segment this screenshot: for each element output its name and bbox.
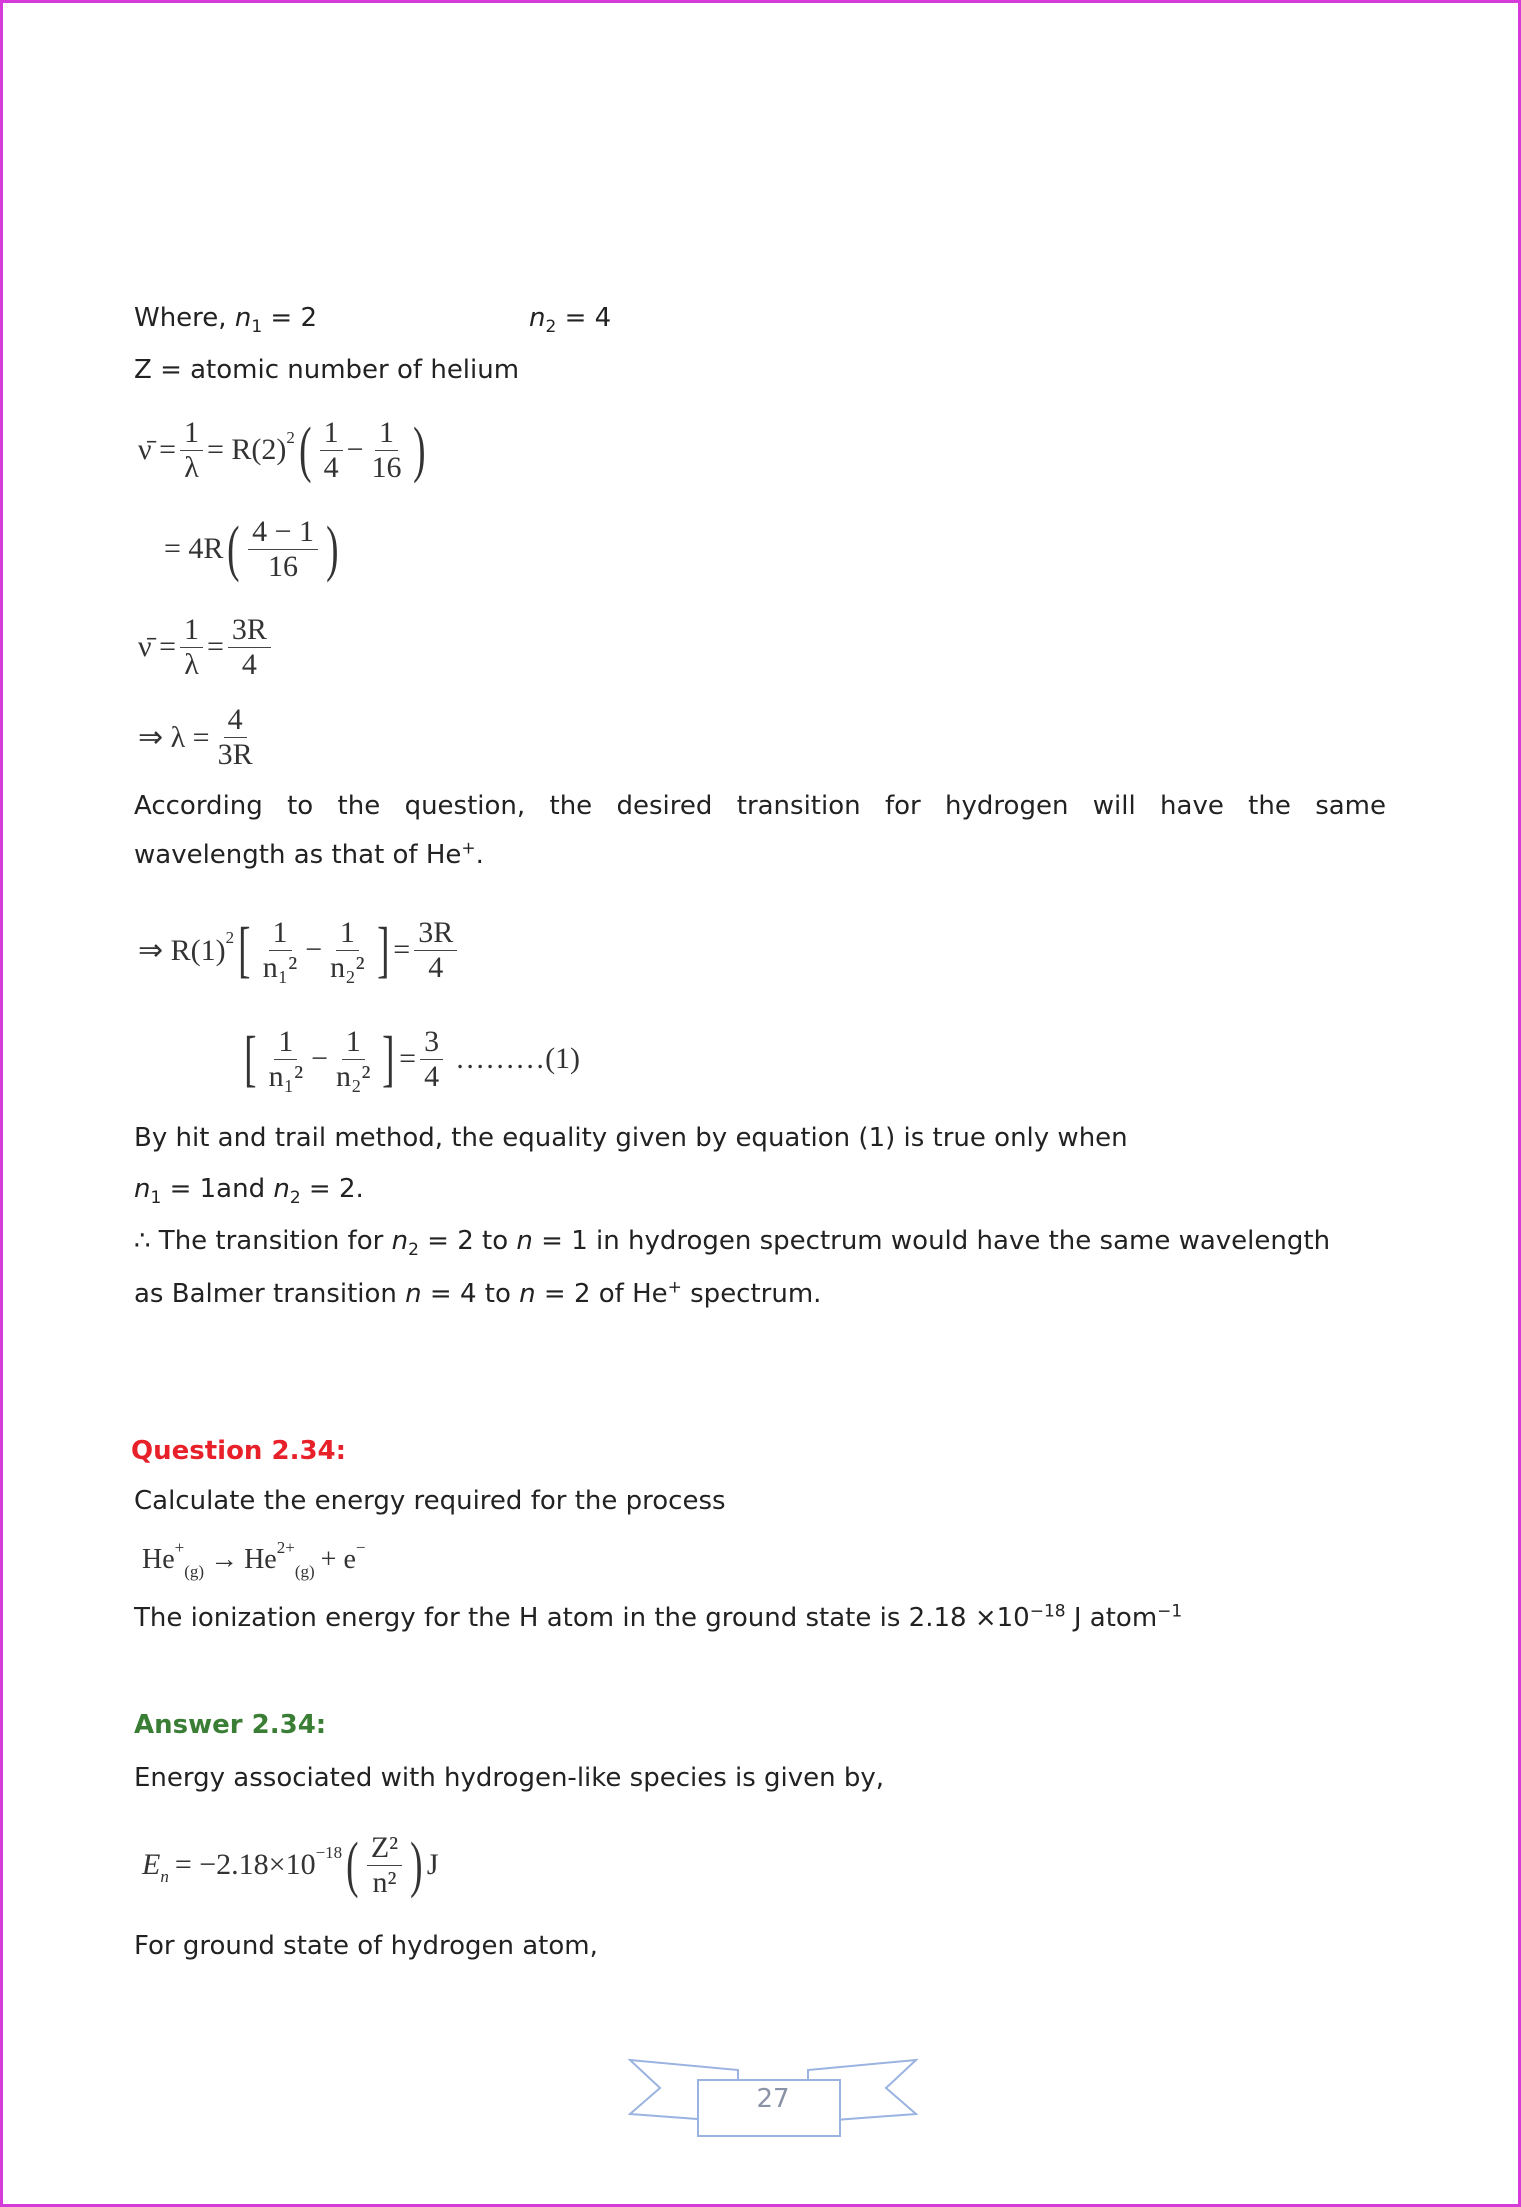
equation-3r4: ν̄ = $\frac{1}{\lambda}$ = $\frac{3R}{4}$ [138,603,275,691]
balmer-text: as Balmer transition n = 4 to n = 2 of He+ spectrum. [134,1277,822,1309]
according-text: According to the question, the desired transition for hydrogen will have the same [134,791,1386,821]
page-number: 27 [756,2084,790,2114]
page-number-ribbon [628,2052,918,2152]
ground-state-text: For ground state of hydrogen atom, [134,1931,598,1961]
question-heading: Question 2.34: [131,1436,347,1466]
equation-wavenumber: ν̄ = $\frac{1}{\lambda}$ = R(2) $^2$ ( $\frac{1}{4}$ − $\frac{1}{16}$ ) [138,415,427,484]
ionization-text: The ionization energy for the H atom in the ground state is $2.18 \times 10^{-18}$ J atom$^{-1}$ [134,1601,1183,1633]
answer-text: Energy associated with hydrogen-like species is given by, [134,1763,885,1793]
hit-trail-text: By hit and trail method, the equality given by equation (1) is true only when [134,1123,1128,1153]
equation-4r: = 4R ( $\frac{4 - 1}{16}$ ) [164,514,339,583]
question-text: Calculate the energy required for the process [134,1486,726,1516]
therefore-text: ∴ The transition for $n_2 = 2$ to n = 1 in hydrogen spectrum would have the same wavelength [134,1226,1331,1261]
wavelength-text: wavelength as that of He+. [134,838,484,870]
n-result-text: $n_1 = 1and$ $n_2 = 2$. [134,1174,364,1209]
energy-equation: E $_n$ = −2.18×10 $^{-18}$ ( $\frac{\text{Z²}}{\text{n²}}$ ) J [142,1830,439,1899]
equation-1: [ $\frac{1}{\text{n₁²}}$ − $\frac{1}{\text{n₂²}}$ ] = $\frac{3}{4}$ ………(1) [244,1024,581,1093]
answer-heading: Answer 2.34: [134,1710,327,1740]
equation-lambda: ⇒ λ = $\frac{4}{3R}$ [138,702,253,771]
where-line: Where, $n_1 = 2$ $n_2 = 4$ [134,303,612,338]
ionization-reaction: He + $_{(g)}$ → He $^{2+}$ $_{(g)}$ + e − [142,1538,366,1581]
z-definition: Z = atomic number of helium [134,355,520,385]
equation-hydrogen: ⇒ R(1) $^2$ [ $\frac{1}{\text{n₁²}}$ − $\frac{1}{\text{n₂²}}$ ] = $\frac{3R}{4}$ [138,905,461,995]
